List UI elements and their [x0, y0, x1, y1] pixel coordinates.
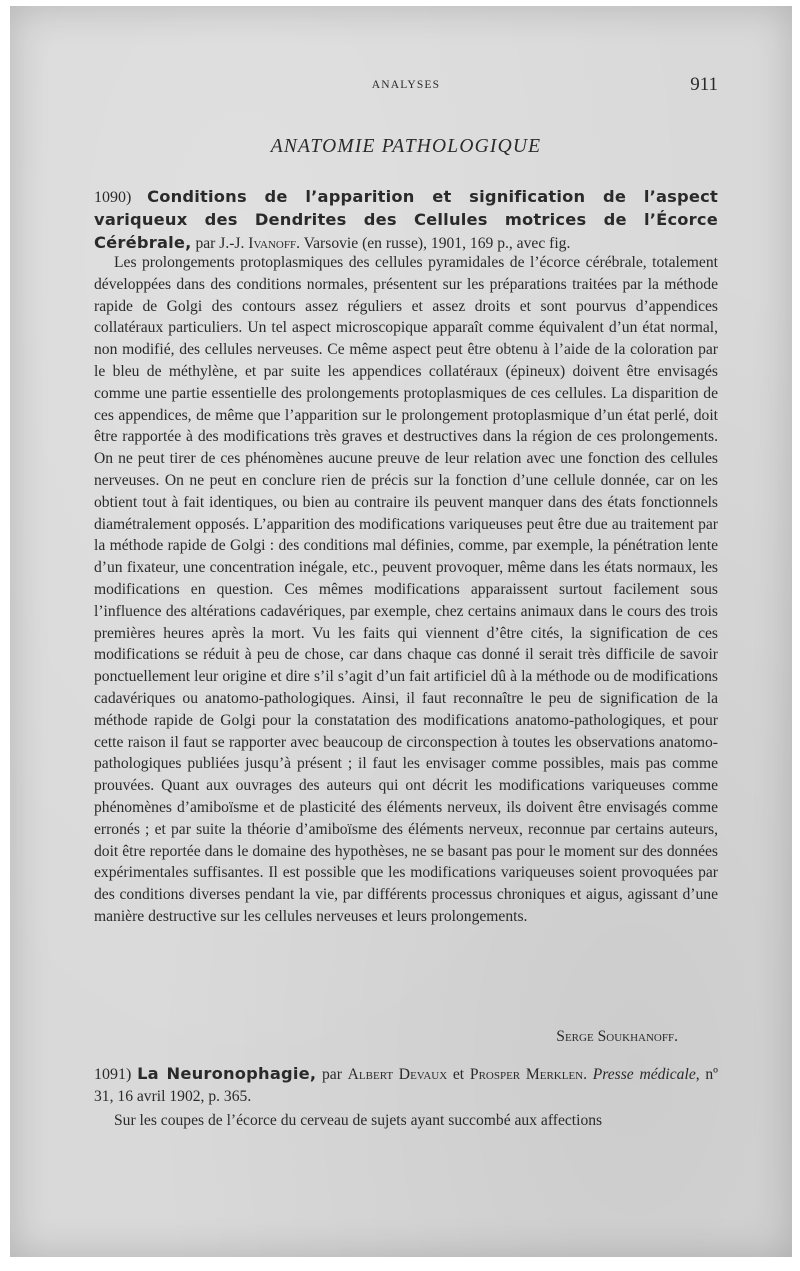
entry-1090-by: par J.-J. [195, 234, 245, 252]
entry-1090-signature: Serge Soukhanoff. [556, 1028, 678, 1045]
entry-1090-body: Les prolongements protoplasmiques des cellules pyramidales de l’écorce cérébrale, totalement développées dans des conditions normales, présentent sur les préparations traitées par la méthode rapide de Golgi des contours assez réguliers et assez droits et sont pourvus d’appendices collatéraux particuliers. Un tel aspect microscopique apparaît comme équivalent d’un état normal, non modifié, des cellules nerveuses. Ce même aspect peut être obtenu à l’aide de la coloration par le bleu de méthylène, et par suite les appendices collatéraux (épineux) doivent être envisagés comme une partie essentielle des prolongements protoplasmiques de ces cellules. La disparition de ces appendices, de même que l’apparition sur le prolongement protoplasmique d’un état perlé, doit être rapportée à des modifications très graves et destructives dans la région de ces prolongements. On ne peut tirer de ces phénomènes aucune preuve de leur relation avec une fonction des cellules nerveuses. On ne peut en conclure rien de précis sur la fonction d’une cellule donnée, car on les obtient tout à fait identiques, ou bien au contraire ils peuvent manquer dans des états fonctionnels diamétralement opposés. L’apparition des modifications variqueuses peut être due au traitement par la méthode rapide de Golgi : des conditions mal définies, comme, par exemple, la pénétration lente d’un fixateur, une concentration inégale, etc., peuvent provoquer, même dans les états normaux, les modifications en question. Ces mêmes modifications apparaissent surtout facilement sous l’influence des altérations cadavériques, par exemple, chez certains animaux dans le cours des trois premières heures après la mort. Vu les faits qui viennent d’être cités, la signification de ces modifications se réduit à peu de chose, car dans chaque cas donné il serait très difficile de savoir ponctuellement leur origine et dire s’il s’agit d’un fait artificiel dû à la méthode ou de modifications cadavériques ou anatomo-pathologiques. Ainsi, il faut reconnaître le peu de signification de la méthode rapide de Golgi pour la constatation des modifications anatomo-pathologiques, et pour cette raison il faut se rapporter avec beaucoup de circonspection à toutes les observations anatomo-pathologiques publiées jusqu’à présent ; il faut les envisager comme possibles, mais pas comme prouvées. Quant aux ouvrages des auteurs qui ont décrit les modifications variqueuses comme phénomènes d’amiboïsme et de plasticité des éléments nerveux, ils doivent être envisagés comme erronés ; et par suite la théorie d’amiboïsme des éléments nerveux, reconnue par certains auteurs, doit être reportée dans le domaine des hypothèses, ne se basant pas pour le moment sur des données expérimentales suffisantes. Il est possible que les modifications variqueuses soient provoquées par des conditions diverses pendant la vie, par différents processus chroniques et aigus, agissant d’une manière destructive sur les cellules nerveuses et leurs prolongements. [94, 254, 718, 925]
entry-1090-signature-line [94, 1026, 718, 1048]
entry-1091-heading: 1091) La Neuronophagie, par Albert Devaux et Prosper Merklen. Presse médicale, nº 31, 16 avril 1902, p. 365. [94, 1064, 719, 1105]
entry-1091-conj: et [452, 1066, 465, 1083]
entry-1091-author-2: Prosper Merklen [469, 1066, 584, 1083]
entry-1090-heading [94, 186, 718, 254]
entry-1091-number: 1091) [94, 1066, 132, 1083]
entry-1091-citation: , nº 31, 16 avril 1902, p. 365. [94, 1066, 719, 1105]
entry-1091-journal: Presse médicale [592, 1066, 696, 1083]
entry-1091-body: Sur les coupes de l’écorce du cerveau de sujets ayant succombé aux affections [114, 1112, 603, 1129]
entry-1091-title: La Neuronophagie, [137, 1064, 317, 1083]
page-number: 911 [690, 74, 718, 95]
entry-1090-author: Ivanoff [248, 234, 297, 252]
section-title: ANATOMIE PATHOLOGIQUE [270, 136, 542, 157]
entry-1090-number: 1090) [94, 189, 132, 206]
entry-1091-by: par [322, 1066, 342, 1083]
entry-1090-title: Conditions de l’apparition et signification de l’aspect variqueux des Dendrites des Cellules motrices de l’Écorce Cérébrale, [94, 187, 718, 252]
entry-1091-author-1: Albert Devaux [347, 1066, 448, 1083]
running-header [94, 74, 718, 96]
running-title: ANALYSES [371, 79, 441, 91]
entry-1090-citation: . Varsovie (en russe), 1901, 169 p., avec fig. [296, 234, 571, 252]
document-page [10, 6, 792, 1257]
